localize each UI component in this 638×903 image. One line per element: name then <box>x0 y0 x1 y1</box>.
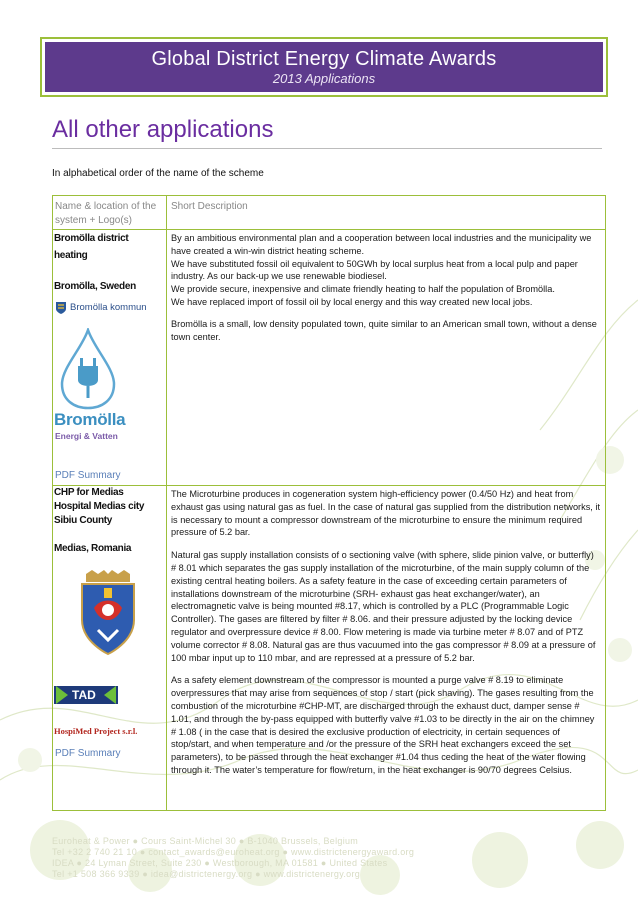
footer-line: IDEA ● 24 Lyman Street, Suite 230 ● Westborough, MA 01581 ● United States <box>52 858 388 868</box>
description-paragraph: The Microturbine produces in cogeneration system high-efficiency power (0.4/50 Hz) and heat from exhaust gas using natural gas as fuel. In the case of natural gas supplied from the distribution networks, it is necessary to mount a compressor downstream of the microturbine to ensure the minimum required pressure of 5.2 bar. <box>171 489 600 538</box>
description-cell <box>171 488 601 777</box>
description-cell <box>171 232 601 343</box>
bromolla-kommun-logo <box>54 300 164 316</box>
banner-subtitle: 2013 Applications <box>272 71 376 86</box>
scheme-location: Medias, Romania <box>54 543 132 554</box>
scheme-cell <box>54 230 165 485</box>
footer-line: Tel +32 2 740 21 10 ● contact_awards@euroheat.org ● www.districtenergyaward.org <box>52 847 415 857</box>
header-name-location: Name & location of the system + Logo(s) <box>55 201 157 226</box>
description-paragraph: By an ambitious environmental plan and a cooperation between local industries and the municipality we have created a win-win district heating scheme. <box>171 233 592 256</box>
pdf-summary-link[interactable]: PDF Summary <box>55 470 121 481</box>
scheme-name <box>54 486 165 528</box>
municipal-crest-icon <box>55 301 67 315</box>
description-paragraph: We have replaced import of fossil oil by local energy and this way created new local jobs. <box>171 296 533 307</box>
table-row <box>53 486 605 810</box>
scheme-name <box>54 230 165 264</box>
awards-banner <box>40 37 608 97</box>
scheme-name-line: Bromölla district <box>54 233 129 244</box>
description-paragraph: We have substituted fossil oil equivalent to 50GWh by local surplus heat from a local pulp and paper industry. As our back-up we use renewable biodiesel. <box>171 258 578 282</box>
tad-logo-text: TAD <box>72 688 96 702</box>
banner-title: Global District Energy Climate Awards <box>151 48 497 70</box>
logo-text: Bromölla kommun <box>70 302 147 313</box>
logo-brand-name: Bromölla <box>54 410 126 429</box>
description-paragraph: Bromölla is a small, low density populated town, quite similar to an American small town, without a dense town center. <box>171 318 597 342</box>
footer-line: Tel +1 508 366 9339 ● idea@districtenergy.org ● www.districtenergy.org <box>52 869 361 879</box>
footer-line: Euroheat & Power ● Cours Saint-Michel 30 ● B-1040 Brussels, Belgium <box>52 836 359 846</box>
water-drop-plug-icon <box>56 328 120 410</box>
intro-text: In alphabetical order of the name of the scheme <box>52 168 264 179</box>
heading-divider <box>52 148 602 149</box>
pdf-summary-link[interactable]: PDF Summary <box>55 748 121 759</box>
banner-panel <box>45 42 603 92</box>
bromolla-energi-logo <box>54 328 164 448</box>
scheme-name-line: Hospital Medias city <box>54 501 145 512</box>
applications-table <box>52 195 606 811</box>
header-short-description: Short Description <box>171 201 248 212</box>
tad-logo <box>54 682 118 708</box>
description-paragraph: As a safety element downstream of the compressor is mounted a purge valve # 8.19 to eliminate overpressures that may arise from sequences of stop / start (pick shaving). The gases resulting from the combustion of the microturbine #CHP-MT, are discharged through the exhaust duct, damper sense # 1.01, and through the by-pass equipped with butterfly valve #1.03 to be directly in the air on the chimney # 1.08 ( in the case that is desired the exclusive production of electricity, in certain sequences of stop/start, and when temperature and /or the pressure of the SRH heat exchangers exceed the set parameters), to be passed through the heat exchanger #1.04 thus ceding the heat of the water flowing through it. The water’s temperature for flow/return, in the heat exchanger is 90/70 degrees Celsius. <box>171 675 595 775</box>
scheme-name-line: Sibiu County <box>54 515 113 526</box>
page-footer <box>52 836 612 880</box>
logo-brand-tagline: Energi & Vatten <box>55 431 118 441</box>
scheme-cell <box>54 486 165 810</box>
scheme-name-line: heating <box>54 250 88 261</box>
description-paragraph: Natural gas supply installation consists of o sectioning valve (with sphere, slide pinion valve, or butterfly) # 8.01 which separates the gas supply installation of the microturbine, of the main supply column of the existing central heating boilers. As a safety feature in the case of exceeding certain parameters of installations downstream of the microturbine (SRH- exhaust gas heat exchanger/water), an electromagnetic valve is being mounted #8.17, which is controlled by a PLC (Programmable Logic Controller). The gases are filtered by filter # 8.06. and their pressure adjusted by the locking device regulator and overpressure device # 8.00. Flow metering is made via turbine meter # 8.07 and of PTZ volume corrector # 8.08. Natural gas are thus vacuumed into the gas compressor # 8.09 at a pressure of 100 mbar input up to 110 mbar, and are repressed at a pressure of 5.2 bar. <box>171 550 596 663</box>
scheme-name-line: CHP for Medias <box>54 487 124 498</box>
city-coat-of-arms-icon <box>76 568 140 658</box>
table-row <box>53 230 605 486</box>
page-heading: All other applications <box>52 116 274 143</box>
hospimed-logo-text: HospiMed Project s.r.l. <box>54 726 138 736</box>
table-header <box>53 196 605 230</box>
description-paragraph: We provide secure, inexpensive and climate friendly heating to half the population of Bromölla. <box>171 284 555 295</box>
scheme-location: Bromölla, Sweden <box>54 281 136 292</box>
